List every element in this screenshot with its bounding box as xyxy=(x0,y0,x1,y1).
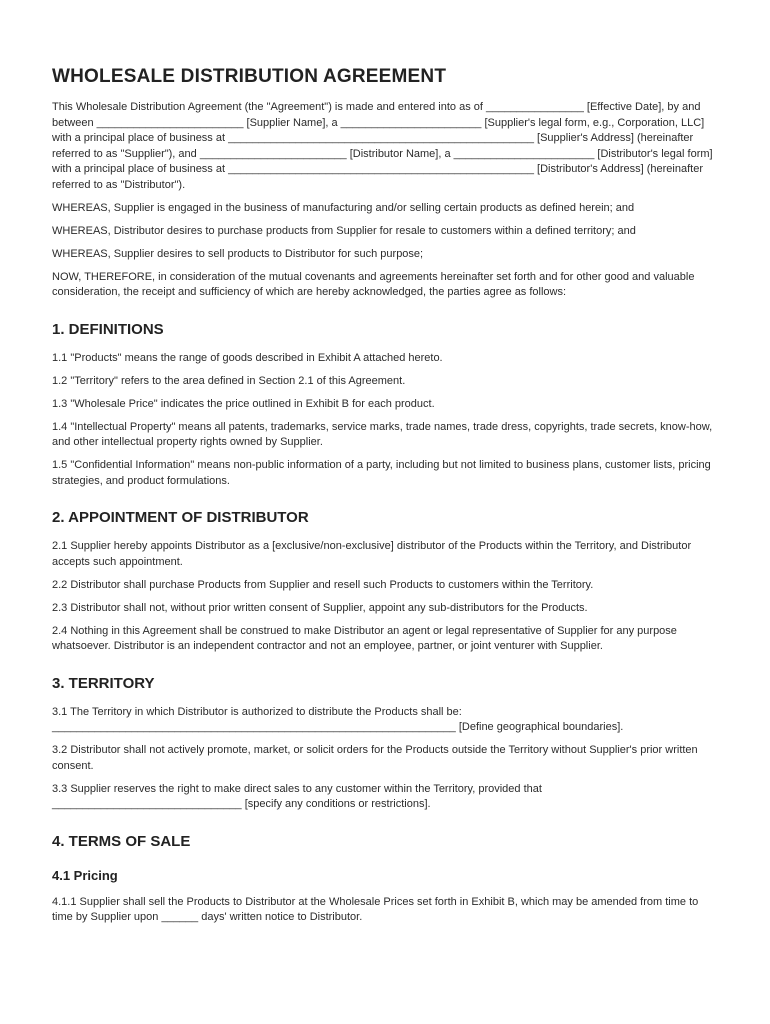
section-heading: 1. DEFINITIONS xyxy=(52,320,164,338)
clause-paragraph: 3.2 Distributor shall not actively promote, market, or solicit orders for the Products outside the Territory without Supplier's prior written consent. xyxy=(52,744,698,772)
section-definitions xyxy=(52,321,718,490)
intro-parties-paragraph: This Wholesale Distribution Agreement (the "Agreement") is made and entered into as of ________________ [Effective Date], by and between ________________________ [Supplier Name], a _______________________ [Supplier's legal form, e.g., Corporation, LLC] with a principal place of business at __________________________________________________ [Supplier's Address] (hereinafter referred to as "Supplier"), and ________________________ [Distributor Name], a _______________________ [Distributor's legal form] with a principal place of business at __________________________________________________ [Distributor's Address] (hereinafter referred to as "Distributor"). xyxy=(52,101,713,191)
clause-paragraph: 3.3 Supplier reserves the right to make direct sales to any customer within the Territory, provided that _______________________________ [specify any conditions or restrictions]. xyxy=(52,782,542,810)
clause-paragraph: 1.5 "Confidential Information" means non-public information of a party, including but not limited to business plans, customer lists, pricing strategies, and product formulations. xyxy=(52,459,711,487)
clause-paragraph: 1.1 "Products" means the range of goods described in Exhibit A attached hereto. xyxy=(52,351,443,364)
section-terms-of-sale xyxy=(52,833,718,926)
clause-paragraph: 1.3 "Wholesale Price" indicates the price outlined in Exhibit B for each product. xyxy=(52,397,435,410)
section-heading: 3. TERRITORY xyxy=(52,674,155,692)
clause-paragraph: 4.1.1 Supplier shall sell the Products to Distributor at the Wholesale Prices set forth in Exhibit B, which may be amended from time to time by Supplier upon ______ days' written notice to Distributor. xyxy=(52,895,699,923)
subsection-heading: 4.1 Pricing xyxy=(52,867,118,883)
section-heading: 4. TERMS OF SALE xyxy=(52,832,191,850)
clause-paragraph: 2.3 Distributor shall not, without prior written consent of Supplier, appoint any sub-distributors for the Products. xyxy=(52,601,588,614)
document-title: WHOLESALE DISTRIBUTION AGREEMENT xyxy=(52,66,447,87)
now-therefore-clause: NOW, THEREFORE, in consideration of the mutual covenants and agreements hereinafter set forth and for other good and valuable consideration, the receipt and sufficiency of which are hereby acknowledged, the parties agree as follows: xyxy=(52,270,695,298)
clause-paragraph: 1.4 "Intellectual Property" means all patents, trademarks, service marks, trade names, trade dress, copyrights, trade secrets, know-how, and other intellectual property rights owned by Supplier. xyxy=(52,420,713,448)
clause-paragraph: 2.2 Distributor shall purchase Products from Supplier and resell such Products to customers within the Territory. xyxy=(52,578,594,591)
clause-paragraph: 2.1 Supplier hereby appoints Distributor as a [exclusive/non-exclusive] distributor of the Products within the Territory, and Distributor accepts such appointment. xyxy=(52,540,692,568)
whereas-clause: WHEREAS, Supplier desires to sell products to Distributor for such purpose; xyxy=(52,247,424,260)
section-heading: 2. APPOINTMENT OF DISTRIBUTOR xyxy=(52,509,309,526)
whereas-clause: WHEREAS, Supplier is engaged in the business of manufacturing and/or selling certain products as defined herein; and xyxy=(52,201,635,214)
clause-paragraph: 1.2 "Territory" refers to the area defined in Section 2.1 of this Agreement. xyxy=(52,374,406,387)
clause-paragraph: 2.4 Nothing in this Agreement shall be construed to make Distributor an agent or legal representative of Supplier for any purpose whatsoever. Distributor is an independent contractor and not an employee, partner, or joint venturer with Supplier. xyxy=(52,624,677,652)
section-territory xyxy=(52,675,718,813)
section-appointment xyxy=(52,509,718,655)
preamble xyxy=(52,100,718,301)
whereas-clause: WHEREAS, Distributor desires to purchase products from Supplier for resale to customers within a defined territory; and xyxy=(52,224,636,237)
clause-paragraph: 3.1 The Territory in which Distributor is authorized to distribute the Products shall be: __________________________________________________________________ [Define geographical boundaries]. xyxy=(52,705,624,733)
